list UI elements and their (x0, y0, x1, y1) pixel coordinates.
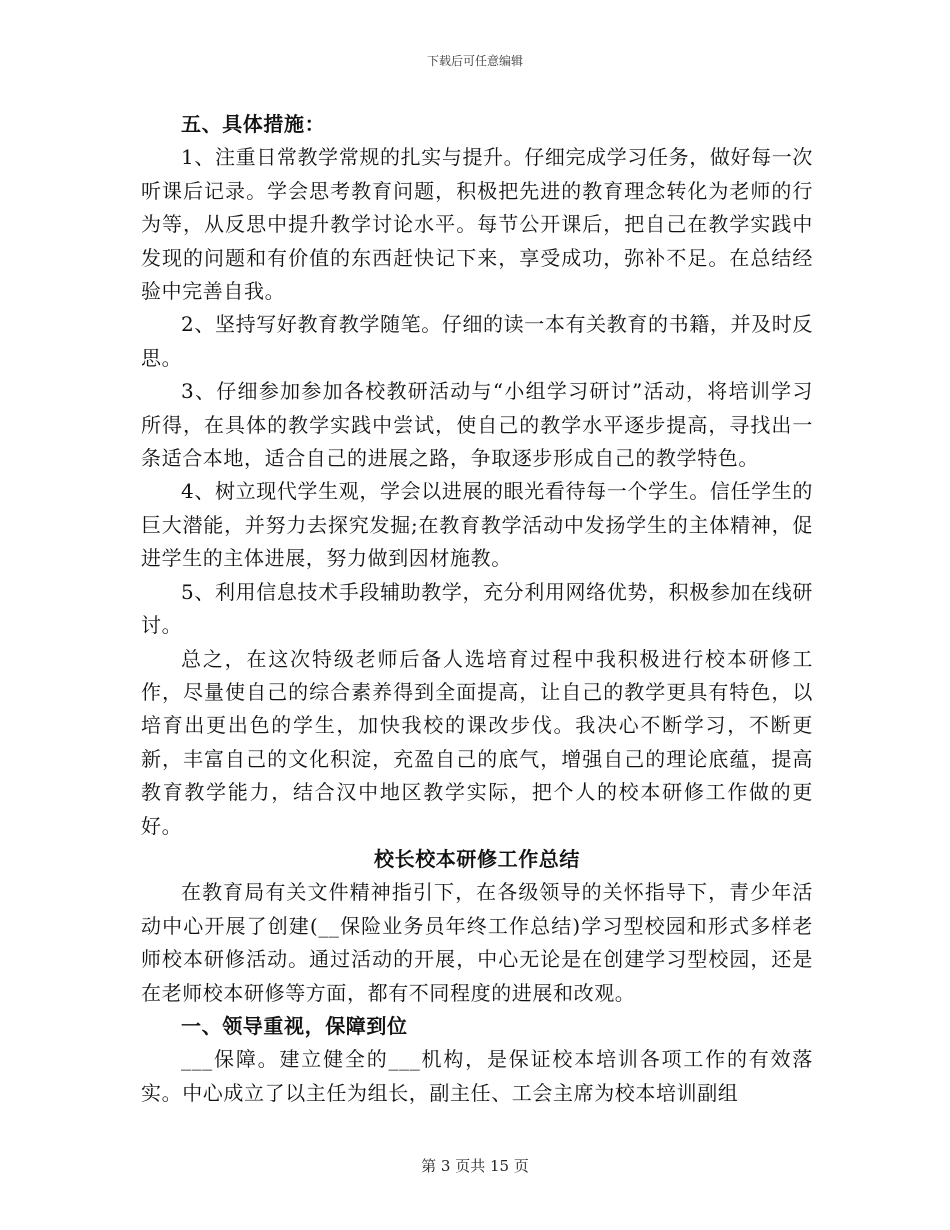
paragraph-measure-1: 1、注重日常教学常规的扎实与提升。仔细完成学习任务，做好每一次听课后记录。学会思考教育问题，积极把先进的教育理念转化为老师的行为等，从反思中提升教学讨论水平。每节公开课后，把自己在教学实践中发现的问题和有价值的东西赶快记下来，享受成功，弥补不足。在总结经验中完善自我。 (141, 145, 813, 304)
paragraph-measure-5: 5、利用信息技术手段辅助教学，充分利用网络优势，积极参加在线研讨。 (141, 579, 813, 638)
page-header-note: 下载后可任意编辑 (426, 54, 523, 68)
document-body (141, 108, 813, 1110)
paragraph-measure-4: 4、树立现代学生观，学会以进展的眼光看待每一个学生。信任学生的巨大潜能，并努力去探究发掘;在教育教学活动中发扬学生的主体精神，促进学生的主体进展，努力做到因材施教。 (141, 479, 813, 571)
section-heading-measures: 五、具体措施： (181, 112, 326, 136)
paragraph-intro: 在教育局有关文件精神指引下，在各级领导的关怀指导下，青少年活动中心开展了创建(__保险业务员年终工作总结)学习型校园和形式多样老师校本研修活动。通过活动的开展，中心无论是在创建学习型校园，还是在老师校本研修等方面，都有不同程度的进展和改观。 (141, 880, 813, 1005)
paragraph-measure-3: 3、仔细参加参加各校教研活动与“小组学习研讨”活动，将培训学习所得，在具体的教学实践中尝试，使自己的教学水平逐步提高，寻找出一条适合本地，适合自己的进展之路，争取逐步形成自己的教学特色。 (141, 379, 813, 471)
document-title: 校长校本研修工作总结 (374, 846, 580, 871)
paragraph-guarantee: ___保障。建立健全的___机构，是保证校本培训各项工作的有效落实。中心成立了以主任为组长，副主任、工会主席为校本培训副组 (141, 1047, 813, 1105)
page-number: 第 3 页共 15 页 (421, 1157, 529, 1175)
paragraph-measure-2: 2、坚持写好教育教学随笔。仔细的读一本有关教育的书籍，并及时反思。 (141, 312, 813, 370)
section-heading-leadership: 一、领导重视，保障到位 (181, 1013, 408, 1038)
paragraph-conclusion: 总之，在这次特级老师后备人选培育过程中我积极进行校本研修工作，尽量使自己的综合素养得到全面提高，让自己的教学更具有特色，以培育出更出色的学生，加快我校的课改步伐。我决心不断学习，不断更新，丰富自己的文化积淀，充盈自己的底气，增强自己的理论底蕴，提高教育教学能力，结合汉中地区教学实际，把个人的校本研修工作做的更好。 (141, 646, 813, 838)
